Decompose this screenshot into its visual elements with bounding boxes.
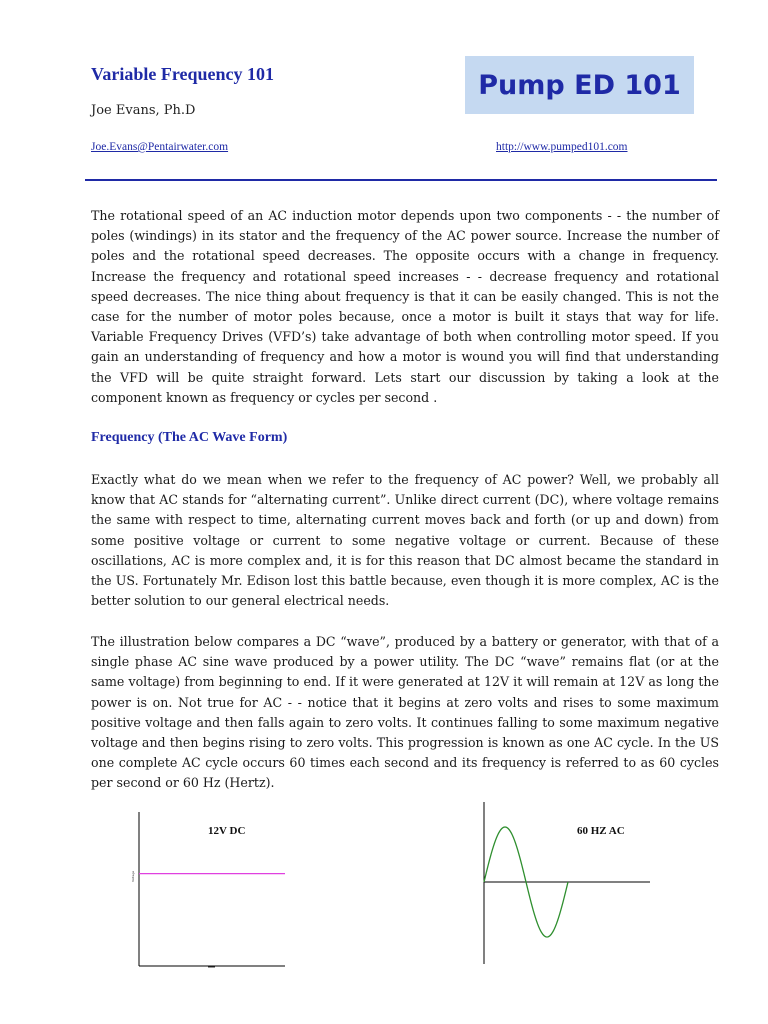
website-link[interactable]: http://www.pumped101.com <box>496 141 628 153</box>
document-title: Variable Frequency 101 <box>91 64 274 84</box>
header-divider <box>85 179 717 181</box>
intro-paragraph: The rotational speed of an AC induction motor depends upon two components - - the number of poles (windings) in its stator and the frequency of the AC power source. Increase the number of poles and the rotational speed decreases. The opposite occurs with a change in frequency. Increase the frequency and rotational speed increases - - decrease frequency and rotational speed decreases. The nice thing about frequency is that it can be easily changed. This is not the case for the number of motor poles because, once a motor is built it stays that way for life. Variable Frequency Drives (VFD’s) take advantage of both when controlling motor speed. If you gain an understanding of frequency and how a motor is wound you will find that understanding the VFD will be quite straight forward. Lets start our discussion by taking a look at the component known as frequency or cycles per second . <box>91 208 719 405</box>
dc-chart-title: 12V DC <box>208 825 246 837</box>
ac-chart <box>480 802 660 967</box>
logo-text: Pump ED 101 <box>478 69 681 101</box>
ac-definition-paragraph: Exactly what do we mean when we refer to the frequency of AC power? Well, we probably all know that AC stands for “alternating current”. Unlike direct current (DC), where voltage remains the same with respect to time, alternating current moves back and forth (or up and down) from some positive voltage or current to some negative voltage or current. Because of these oscillations, AC is more complex and, it is for this reason that DC almost became the standard in the US. Fortunately Mr. Edison lost this battle because, even though it is more complex, AC is the better solution to our general electrical needs. <box>91 472 719 609</box>
pump-ed-logo <box>465 56 694 114</box>
dc-chart <box>120 812 300 972</box>
email-link[interactable]: Joe.Evans@Pentairwater.com <box>91 141 229 153</box>
dc-ylabel: Voltage <box>131 870 135 882</box>
ac-chart-title: 60 HZ AC <box>577 825 625 837</box>
section-heading: Frequency (The AC Wave Form) <box>91 430 288 445</box>
illustration-paragraph: The illustration below compares a DC “wave”, produced by a battery or generator, with that of a single phase AC sine wave produced by a power utility. The DC “wave” remains flat (or at the same voltage) from beginning to end. If it were generated at 12V it will remain at 12V as long the power is on. Not true for AC - - notice that it begins at zero volts and rises to some maximum positive voltage and then falls again to zero volts. It continues falling to some maximum negative voltage and then begins rising to zero volts. This progression is known as one AC cycle. In the US one complete AC cycle occurs 60 times each second and its frequency is referred to as 60 cycles per second or 60 Hz (Hertz). <box>91 634 719 791</box>
author-name: Joe Evans, Ph.D <box>91 103 196 118</box>
